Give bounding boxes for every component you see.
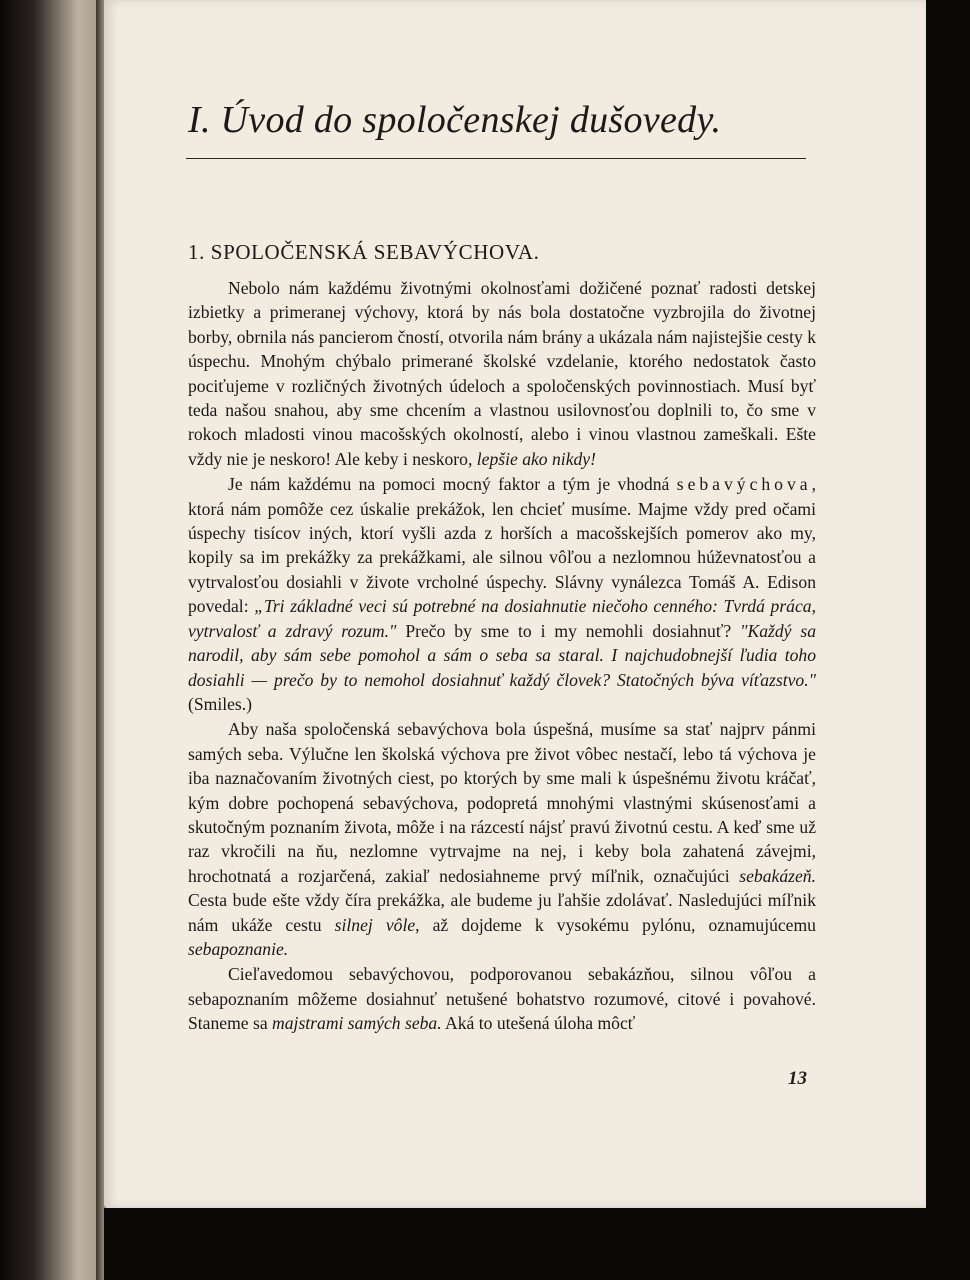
italic-text: sebapoznanie. bbox=[188, 938, 289, 959]
paragraph bbox=[188, 472, 816, 716]
text-run: Aká to utešená úloha môcť bbox=[441, 1013, 636, 1034]
paragraph bbox=[188, 962, 816, 1035]
book-page bbox=[104, 0, 926, 1208]
spaced-text: sebavýchova bbox=[676, 474, 812, 495]
paragraph bbox=[188, 276, 816, 471]
chapter-title: I. Úvod do spoločenskej dušovedy. bbox=[188, 99, 722, 141]
italic-text: sebakázeň. bbox=[739, 865, 816, 886]
text-run: Cieľavedomou sebavýchovou, podporovanou sebakázňou, silnou vôľou a sebapoznaním môžeme dosiahnuť netušené bohatstvo rozumové, citové i povahové. Staneme sa bbox=[188, 964, 816, 1034]
section-title: 1. SPOLOČENSKÁ SEBAVÝCHOVA. bbox=[188, 240, 540, 264]
body-text bbox=[188, 276, 816, 1036]
text-run: Cesta bude ešte vždy čírа prekážka, ale budeme ju ľahšie zdolávať. Nasledujúci míľnik nám ukáže cestu bbox=[188, 890, 816, 935]
text-run: Nebolo nám každému životnými okolnosťami dožičené poznať radosti detskej izbietky a primeranej výchovy, ktorá by nás bola dostatočne vyzbrojila do životnej borby, obrnila nás pancierom čností, otvorila nám brány a ukázala nám najistejšie cesty k úspechu. Mnohým chýbalo primerané školské vzdelanie, ktorého nedostatok často pociťujeme v rozličných životných údeloch a spoločenských povinnostiach. Musí byť teda našou snahou, aby sme chcením a vlastnou usilovnosťou doplnili to, čo sme v rokoch mladosti vinou macošských okolností, alebo i vinou vlastnou zameškali. Ešte vždy nie je neskoro! Ale keby i neskoro, bbox=[188, 278, 816, 469]
text-run: Je nám každému na pomoci mocný faktor a tým je vhodná bbox=[228, 474, 677, 495]
text-run: , až dojdeme k vysokému pylónu, oznamujúcemu bbox=[415, 914, 816, 935]
text-run: Prečo by sme to i my nemohli dosiahnuť? bbox=[396, 620, 741, 641]
text-run: Aby naša spoločenská sebavýchova bola úspešná, musíme sa stať najprv pánmi samých seba. Výlučne len školská výchova pre život vôbec nestačí, lebo tá výchova je iba naznačovaním životných ciest, po ktorých by sme mali k úspešnému životu kráčať, kým dobre pochopená sebavýchova, podopretá mnohými vlastnými skúsenosťami a skutočným poznaním života, môže i na rázcestí nájsť pravú životnú cestu. A keď sme už raz vkročili na ňu, nezlomne vytrvajme na nej, i keby bola zahatená závejmi, hrochotnatá a rozjarčená, zakiaľ nedosiahneme prvý míľnik, označujúci bbox=[188, 719, 816, 886]
page-number: 13 bbox=[788, 1068, 807, 1089]
italic-text: „Tri základné veci sú potrebné na dosiahnutie niečoho cenného: Tvrdá práca, vytrvalosť a zdravý rozum." bbox=[188, 596, 816, 641]
paragraph bbox=[188, 717, 816, 961]
background-below-page bbox=[104, 1208, 926, 1280]
title-underline bbox=[186, 158, 806, 159]
italic-text: silnej vôle bbox=[334, 914, 416, 935]
text-run: (Smiles.) bbox=[188, 693, 253, 714]
italic-text: lepšie ako nikdy! bbox=[476, 448, 596, 469]
text-run: , ktorá nám pomôže cez úskalie prekážok, len chcieť musíme. Majme vždy pred očami úspechy tisícov iných, ktorí vyšli azda z horších a macošskejších pomerov ako my, kopily sa im prekážky za prekážkami, ale silnou vôľou a nezlomnou húževnatosťou a vytrvalosťou dosiahli v živote vrcholné úspechy. Slávny vynálezca Tomáš A. Edison povedal: bbox=[188, 474, 816, 617]
italic-text: "Každý sa narodil, aby sám sebe pomohol a sám o seba sa staral. I najchudobnejší ľudia toho dosiahli — prečo by to nemohol dosiahnuť každý človek? Statočných býva víťazstvo." bbox=[188, 620, 816, 690]
italic-text: majstrami samých seba. bbox=[272, 1013, 442, 1034]
